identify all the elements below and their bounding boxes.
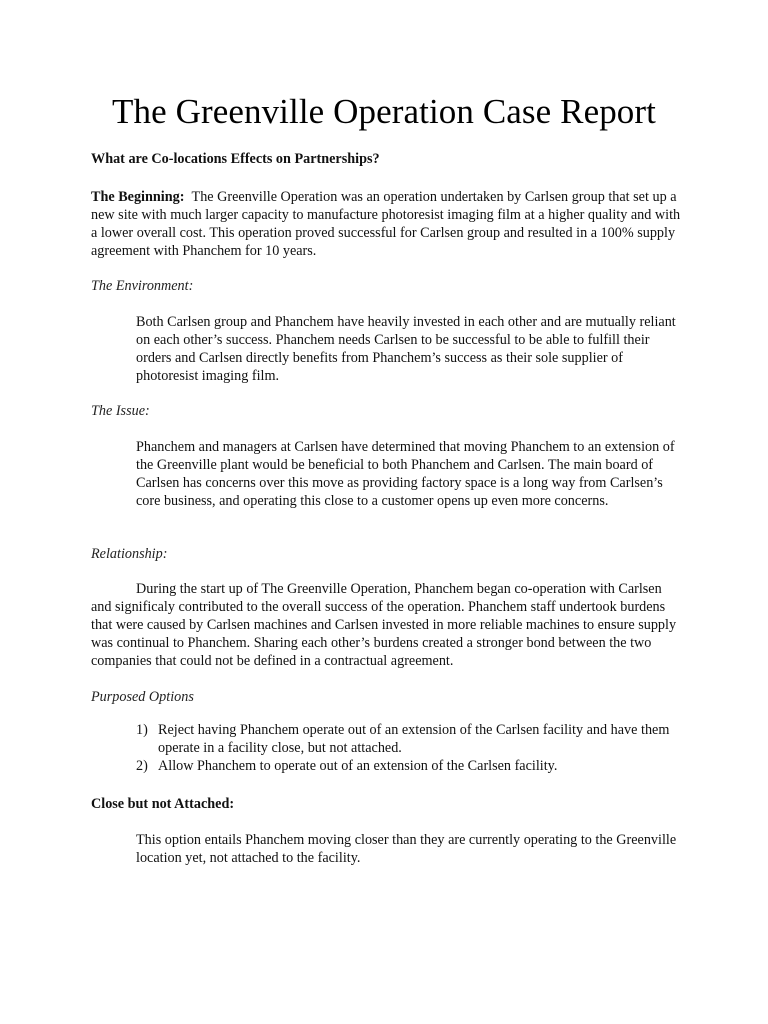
relationship-paragraph: During the start up of The Greenville Operation, Phanchem began co-operation with Carlsen and significaly contributed to the overall success of the operation. Phanchem staff undertook burdens that were caused by Carlsen machines and Carlsen invested in more reliable machines to ensure supply was continual to Phanchem. Sharing each other’s burdens created a stronger bond between the two companies that could not be defined in a contractual agreement.: [91, 581, 677, 669]
beginning-lead: The Beginning:: [91, 189, 185, 205]
document-subheading: What are Co-locations Effects on Partnerships?: [91, 151, 380, 167]
options-heading: Purposed Options: [91, 689, 194, 705]
environment-paragraph: Both Carlsen group and Phanchem have heavily invested in each other and are mutually reliant on each other’s success. Phanchem needs Carlsen to be successful to be able to fulfill their orders and Carlsen directly benefits from Phanchem’s success as their sole supplier of photoresist imaging film.: [136, 314, 676, 384]
option-number: 2): [136, 757, 148, 774]
issue-paragraph: Phanchem and managers at Carlsen have determined that moving Phanchem to an extension of the Greenville plant would be beneficial to both Phanchem and Carlsen. The main board of Carlsen has concerns over this move as providing factory space is a long way from Carlsen’s core business, and operating this close to a customer opens up even more concerns.: [136, 439, 675, 509]
option-text: Allow Phanchem to operate out of an extension of the Carlsen facility.: [158, 757, 558, 774]
issue-heading: The Issue:: [91, 403, 150, 419]
close-not-attached-paragraph: This option entails Phanchem moving closer than they are currently operating to the Greenville location yet, not attached to the facility.: [136, 832, 677, 866]
option-item: [136, 758, 681, 776]
beginning-text: The Greenville Operation was an operation undertaken by Carlsen group that set up a new site with much larger capacity to manufacture photoresist imaging film at a higher quality and with a lower overall cost. This operation proved successful for Carlsen group and resulted in a 100% supply agreement with Phanchem for 10 years.: [91, 189, 681, 259]
environment-heading: The Environment:: [91, 278, 194, 294]
beginning-paragraph: [91, 189, 681, 261]
options-list: [136, 722, 681, 776]
close-not-attached-heading: Close but not Attached:: [91, 796, 235, 812]
option-item: [136, 722, 681, 758]
page-title: The Greenville Operation Case Report: [112, 92, 656, 131]
option-text: Reject having Phanchem operate out of an extension of the Carlsen facility and have them operate in a facility close, but not attached.: [158, 722, 670, 756]
option-number: 1): [136, 722, 148, 738]
relationship-heading: Relationship:: [91, 546, 168, 562]
